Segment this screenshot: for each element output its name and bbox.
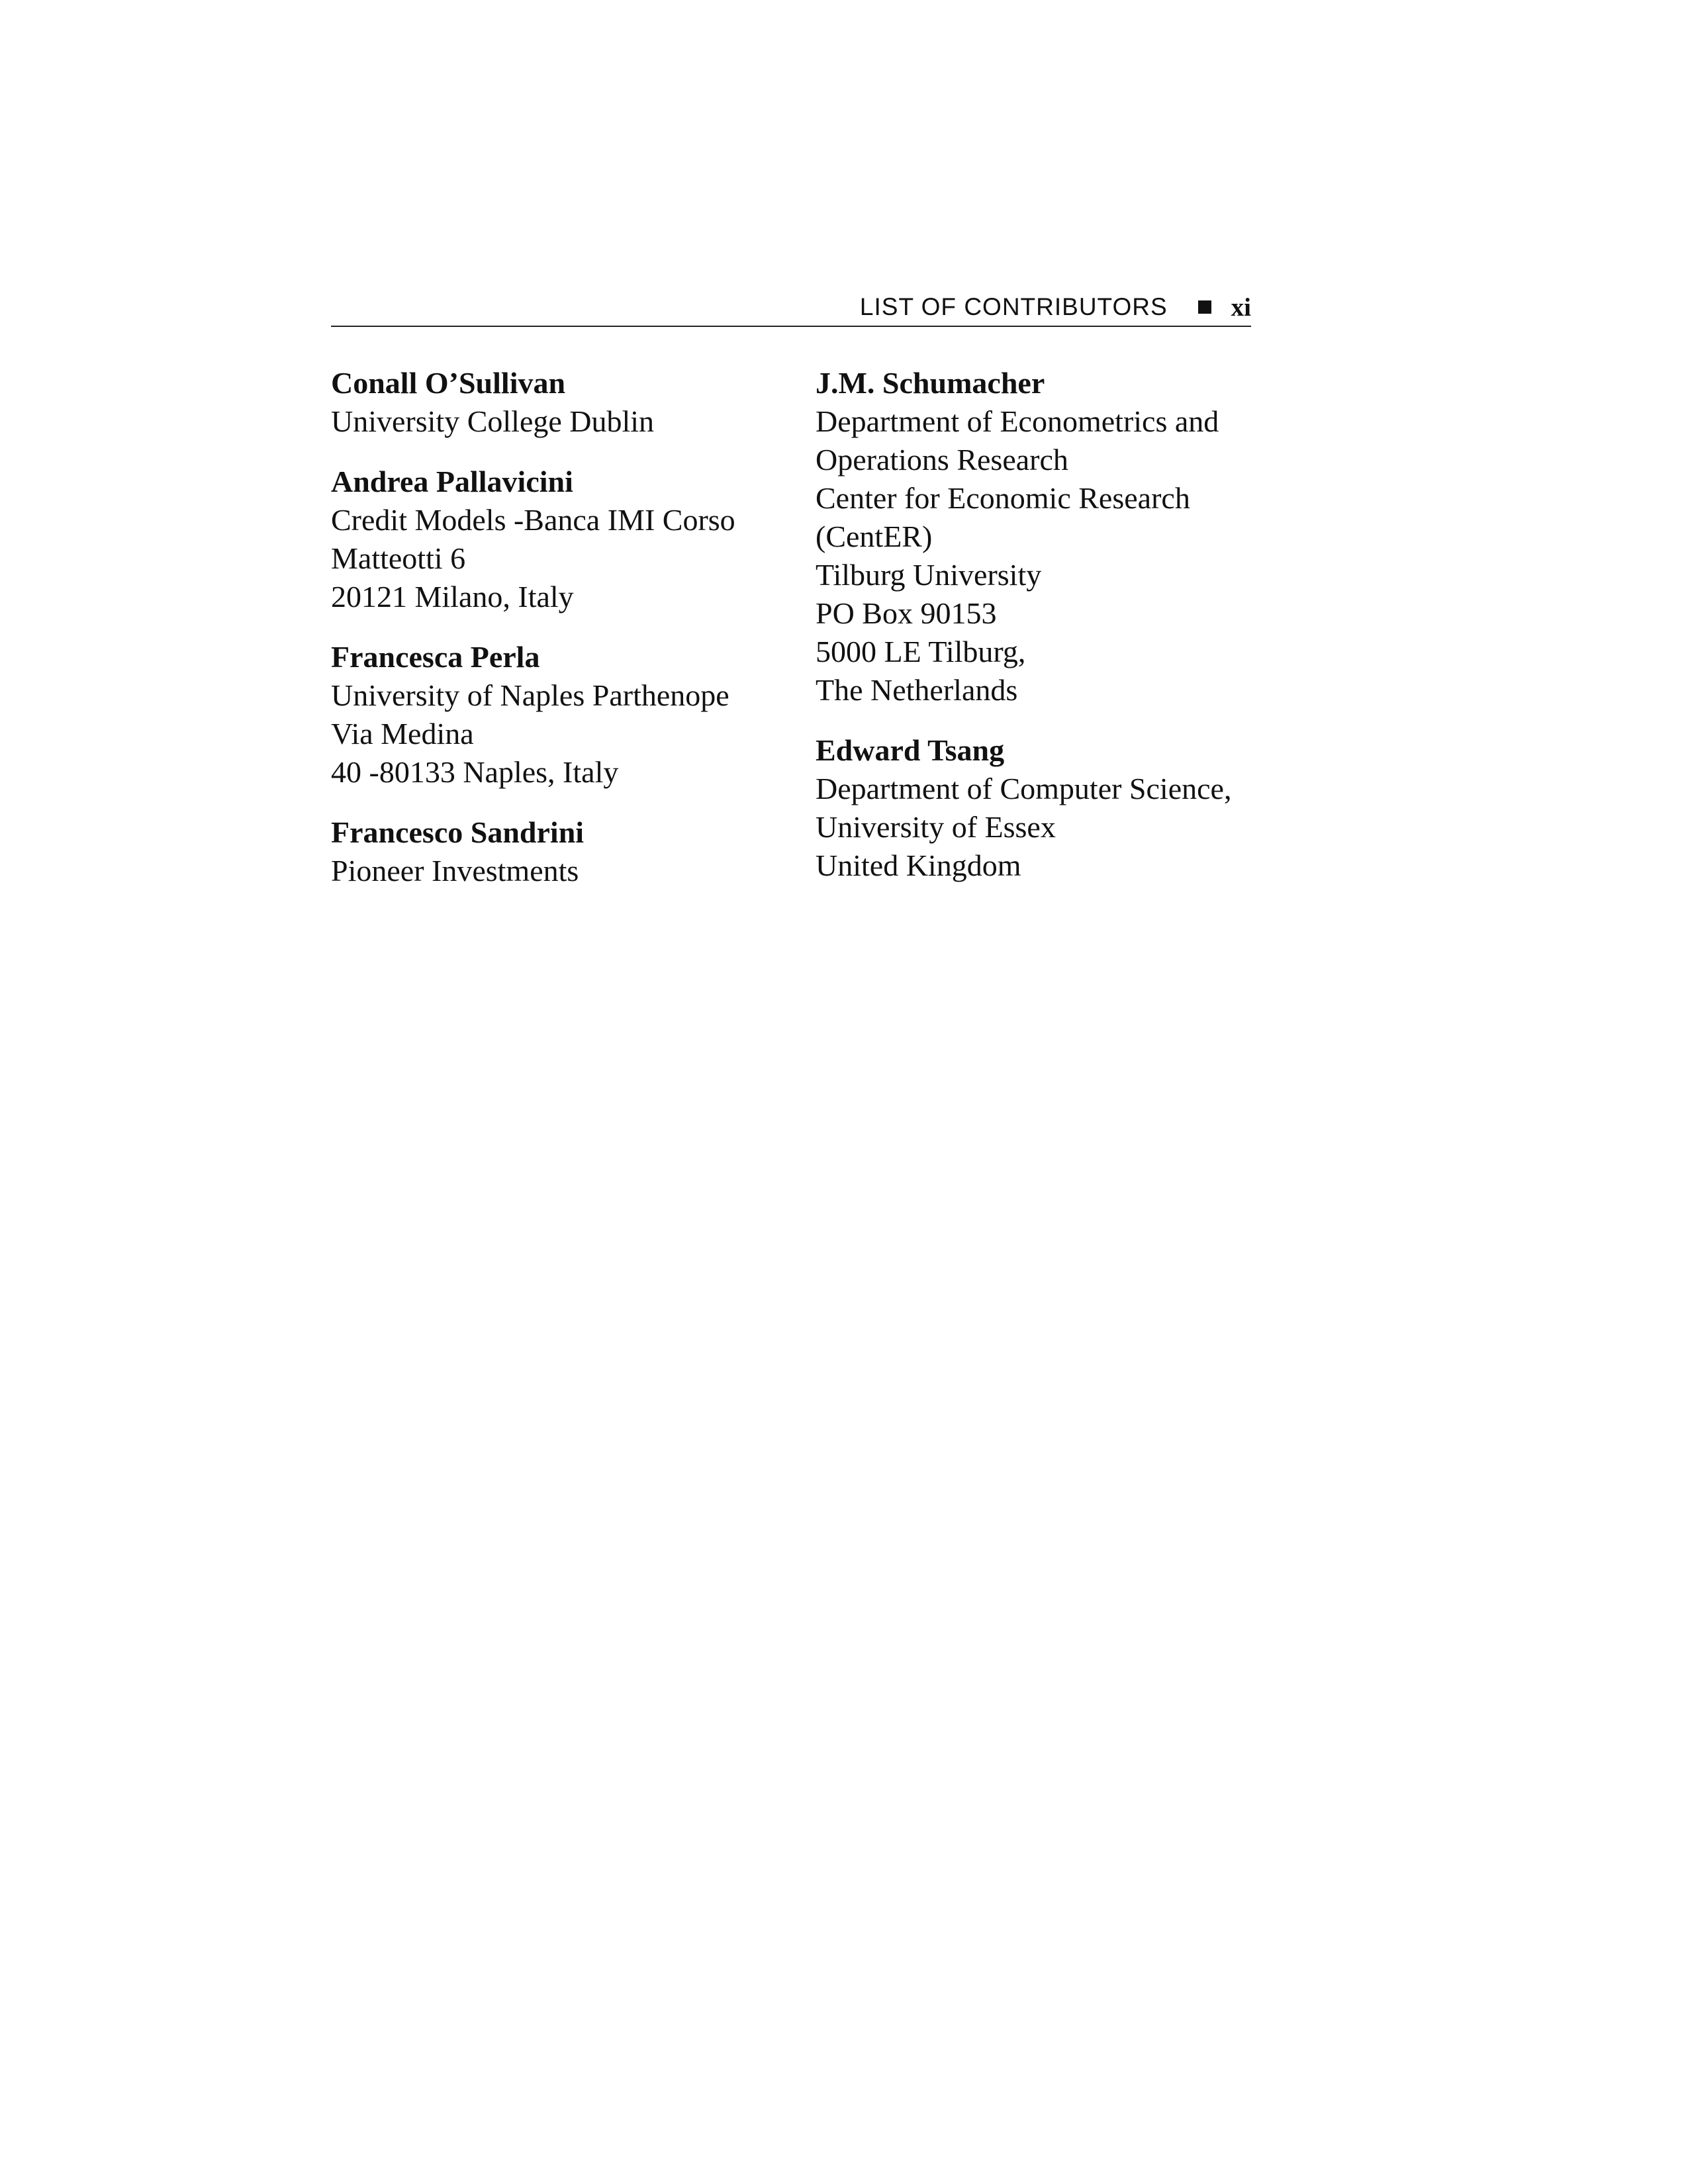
contributor-affiliation-line: United Kingdom (816, 848, 1021, 882)
contributor-entry (331, 813, 808, 890)
contributor-name: Francesco Sandrini (331, 815, 585, 849)
contributor-entry (331, 638, 808, 792)
contributor-affiliation-line: 5000 LE Tilburg, (816, 635, 1026, 668)
contributor-affiliation-line: (CentER) (816, 520, 933, 553)
contributor-affiliation-line: PO Box 90153 (816, 596, 997, 630)
contributor-entry (331, 364, 808, 441)
contributors-right-column (816, 364, 1292, 907)
contributor-affiliation-line: Tilburg University (816, 558, 1042, 592)
contributor-affiliation-line: Via Medina (331, 717, 474, 751)
contributor-affiliation-line: University of Essex (816, 810, 1056, 844)
square-icon (1198, 300, 1211, 314)
contributor-name: Francesca Perla (331, 640, 540, 674)
contributor-affiliation-line: Department of Computer Science, (816, 772, 1232, 805)
contributor-affiliation-line: 40 -80133 Naples, Italy (331, 755, 619, 789)
contributor-affiliation-line: Operations Research (816, 443, 1068, 477)
contributor-name: Conall O’Sullivan (331, 366, 566, 400)
running-header (331, 289, 1251, 327)
contributor-name: Edward Tsang (816, 733, 1005, 767)
contributor-entry (331, 463, 808, 616)
contributor-affiliation-line: Credit Models -Banca IMI Corso (331, 503, 735, 537)
page-number: xi (1231, 293, 1251, 322)
contributor-affiliation-line: Center for Economic Research (816, 481, 1190, 515)
contributor-affiliation-line: Department of Econometrics and (816, 404, 1219, 438)
contributor-affiliation-line: University of Naples Parthenope (331, 678, 729, 712)
contributor-name: J.M. Schumacher (816, 366, 1045, 400)
contributor-affiliation-line: Matteotti 6 (331, 541, 466, 575)
contributors-left-column (331, 364, 808, 912)
contributor-affiliation-line: 20121 Milano, Italy (331, 580, 574, 614)
contributor-entry (816, 731, 1292, 885)
contributor-entry (816, 364, 1292, 709)
running-title: LIST OF CONTRIBUTORS (859, 293, 1168, 320)
contributor-affiliation-line: The Netherlands (816, 673, 1018, 707)
contributor-affiliation-line: Pioneer Investments (331, 854, 579, 887)
contributor-name: Andrea Pallavicini (331, 465, 573, 498)
contributor-affiliation-line: University College Dublin (331, 404, 655, 438)
